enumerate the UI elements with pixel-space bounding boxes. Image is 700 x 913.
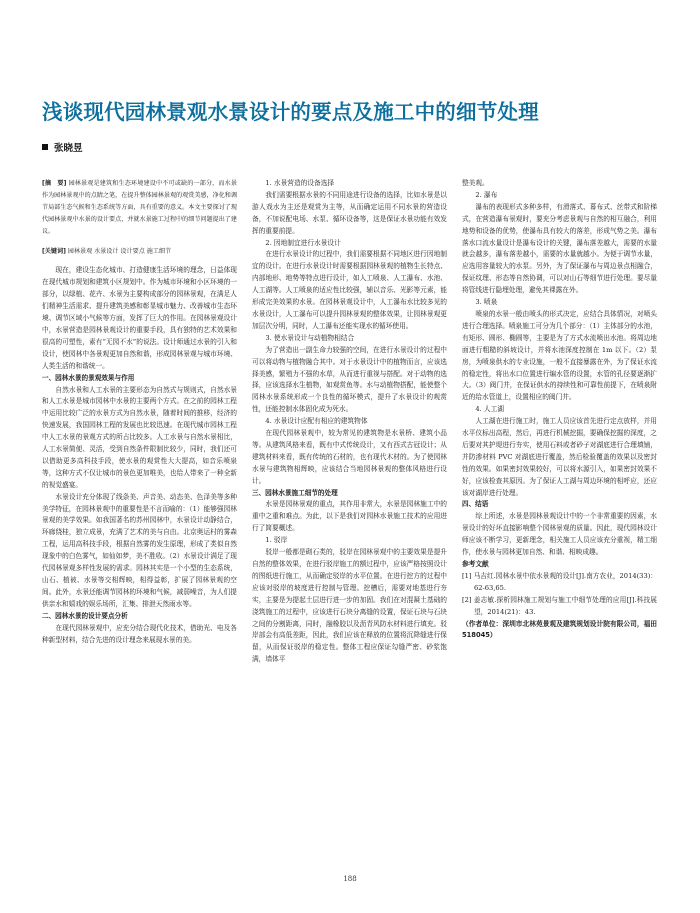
paragraph: 水景设计充分体现了线条美、声音美、动态美、色泽美等多种美学特征，在园林景观中的重要性是不言而喻的：（1）能够强园林景观的美学效果。如我国著名的苏州园林中，水景设计动静结合，环廊绕桂，独立成景，充满了艺术的美与自由。北京奥运村的雾森工程，运用高科技手段，根据自然雾的发生原理，形成了类似自然现象中的白色雾气，如仙如梦，美不胜收。（2）水景设计满足了现代园林景观多样性发展的需求。园林其实是一个小型的生态系统，山石、植被、水景等交相辉映，相得益彰，扩展了园林景观的空间。此外，水景还能调节园林的环境和气候，减弱噪音，为人们提供亲水和嬉戏的娱乐场所，汇集、排泄天然雨水等。: [42, 492, 237, 608]
paragraph: 我们需要根据水景的不同用途进行设备的选择，比如水景是以游人戏水为主还是观赏为主等，从而确定运用不同水景的营造设备，不加说配电场、水泵、循环设备等，这是保证水景功能有效发挥的重要前提。: [252, 190, 447, 235]
column-left: [42, 178, 237, 646]
paragraph: 人工湖在进行施工时，施工人员应该首先进行定点放样，并用水平仪标出高程，然后，再进行机械挖掘，要确保挖掘的深度，之后要对其护堤进行夯实，使用石料或者砂子对湖底进行合理填铺，并防渗材料 PVC 对湖底进行覆盖，然后检验覆盖的效果以及密封性的效果。如果密封效果较好，可以将水源引入，如果密封效果不好，应该检查其原因。为了保证人工湖与周边环境的相呼应，还应该对湖岸进行处理。: [462, 417, 657, 497]
page-number: 188: [343, 875, 357, 883]
author-line: [42, 140, 83, 154]
keywords-text: 园林景观 水景设计 设计要点 施工细节: [67, 247, 172, 255]
abstract-text: 园林景观是建筑和生态环境建设中不可或缺的一部分，而水景作为园林景观中的点睛之笔，在提升整体园林景观的观赏美感，净化和调节局部生态气候和生态系统等方面，具有重要的意义。本文主要探讨了现代园林景观中水景的设计要点，并就水景施工过程中的细节问题提出了建议。: [42, 180, 238, 235]
paragraph: 在进行水景设计的过程中，我们需要根据不同地区进行因地制宜的设计。在进行水景设计时需要根据园林景观的植物生长特点、内部地形、地势等特点进行设计，如人工喷泉、人工瀑布、水池、人工湖等。人工喷泉的适应性比较强，辅以音乐、光影等元素，能形成完美效果的水景。在园林景观设计中，人工瀑布水比较多见的水景设计，人工瀑布可以提升园林景观的整体效果，让园林景观更加层次分明，同时，人工瀑布还能实现水的循环使用。: [252, 250, 447, 330]
section-heading: 四、结语: [462, 500, 489, 509]
paragraph: 整美观。: [462, 179, 489, 187]
page-title: 浅谈现代园林景观水景设计的要点及施工中的细节处理: [42, 100, 539, 124]
subsection-heading: 3. 使水景设计与动植物相结合: [265, 333, 355, 342]
section-heading: 三、园林水景施工细节的处理: [252, 488, 338, 497]
paragraph: 在现代园林景观中，应充分结合现代化技术，借助光、电及各种新型材料，结合先进的设计理念来展现水景的美。: [42, 623, 237, 644]
section-heading: 二、园林水景的设计要点分析: [42, 611, 128, 620]
subsection-heading: 1. 水景营造的设备选择: [265, 179, 335, 187]
paragraph: 瀑布的表现形式多种多样，有滑落式、幕布式、丝带式和阶梯式，在营造瀑布景观时，要充分考虑景观与自然的相互融合，利用地势和设备的优势，使瀑布具有较大的落差，形成气势之美。瀑布落水口流水量设计是瀑布设计的关键，瀑布落差越大，需要的水量就会越多，瀑布落差越小，需要的水量就越小。为便于调节水量，应选用容量较大的水泵。另外，为了保证瀑布与周边景点相融合，保证纹理、形态等自然协调，可以对山石等细节进行处理。要尽量将管线进行隐埋处理，避免其裸露在外。: [462, 202, 657, 295]
reference-item: [2] 姜志敏.探析园林施工规划与施工中细节处理的应用[J].科技展望，2014(21)：43.: [462, 595, 657, 616]
paragraph: 为了营造出一副生命力较强的空间，在进行水景设计的过程中可以将动物与植物融合其中。对于水景设计中的植物而言，应该选择美感，繁殖力不强的水草，从而进行重视与搭配。对于动物的选择，应该选择水生植物，如观赏鱼等。水与动植物搭配，能使整个园林水景系统形成一个良性的循环模式，提升了水景设计的观赏性，还能控制水体固化成为死水。: [252, 345, 447, 414]
subsection-heading: 2. 瀑布: [475, 190, 498, 199]
author-name: 张晓昱: [54, 143, 83, 154]
section-heading: 一、园林水景的景观效果与作用: [42, 373, 135, 382]
keywords-label: [关键词]: [42, 247, 66, 255]
subsection-heading: 4. 水景设计应配有相应的建筑物体: [265, 417, 368, 426]
author-affiliation: （作者单位：深圳市北林苑景观及建筑规划设计院有限公司，福田 518045）: [462, 619, 657, 640]
paragraph: 在现代园林景观中，较为常见的建筑物是水景桥、建筑小品等。从建筑风格来看，既有中式传统设计，又有西式古冠设计；从建筑材料来看，既有传统的石材的，也有现代木材的。为了使园林水景与建筑物相辉映，应该结合当地园林景观的整体风格进行设计。: [252, 429, 447, 485]
abstract: [42, 178, 237, 238]
square-bullet-icon: [42, 144, 48, 150]
keywords: [42, 246, 237, 258]
abstract-label: [摘 要]: [42, 180, 67, 187]
paragraph: 自然水景和人工水景的主要形态为自然式与规则式，自然水景和人工水景是城市园林中水景的主要两个方式。在之前的园林工程中运用比较广泛的水景方式为自然水景，随着时间的推移，经济的快速发展，我国园林工程的发展也比较迅速。在现代城市园林工程中人工水景的景观方式的所占比较多。人工水景与自然水景相比，人工水景简便、灵活，受到自然条件限制比较少，同时，我们还可以借助更多高科技手段，使水景的观赏性大大提高，如音乐喷泉等，这种方式不仅让城市的景色更加唯美，也给人带来了一种全新的视觉盛宴。: [42, 385, 237, 489]
paragraph: 现在，建设生态化城市、打造健康生活环境的理念，日益体现在现代城市规划和建筑小区规划中。作为城市环境和小区环境的一部分，以绿植、花卉、水景为主要构成部分的园林景观，在满足人们精神生活需求、提升建筑美感和彰显城市魅力、改善城市生态环境、调节区域小气候等方面，发挥了巨大的作用。在园林景观设计中，水景营造是园林景观设计的重要手段，具有独特的艺术效果和很高的可塑性，素有“无园不水”的说法。设计师通过水景的引入和设计，使园林中各景观更加自然和谐，形成园林景观与城市环境、人类生活的和谐统一。: [42, 266, 237, 370]
column-middle: [252, 178, 447, 666]
subsection-heading: 1. 驳岸: [265, 536, 288, 545]
reference-item: [1] 马吉红.园林水景中依水景观的设计[J].南方农业，2014(33)：62-63,65.: [462, 571, 657, 592]
column-right: [462, 178, 657, 642]
subsection-heading: 4. 人工湖: [475, 405, 504, 414]
references-heading: 参考文献: [462, 560, 489, 568]
subsection-heading: 3. 喷泉: [475, 298, 498, 307]
paragraph: 喷泉的水景一般由喷头的形式决定，应结合具体情况，对喷头进行合理选择。喷泉施工可分为几个部分：（1）主体部分的水池，有矩形、圆形、椭圆等，主要是为了方式水流喷出水池。将周边地面进行粗糙的斜坡设计，并将水池深度控制在 1m 以下。（2）泵房，为喷泉供水的专业设施，一般不直接暴露在外，为了保证水流的稳定性，将出水口位置进行编水管的设置，水管的孔径要逐渐扩大。（3）阀门井，在保证供水的持续性和可靠性前提下，在喷泉附近的给水管道上，设置相应的阀门井。: [462, 309, 657, 402]
subsection-heading: 2. 因地制宜进行水景设计: [265, 238, 341, 247]
paragraph: 驳岸一般都是砌石类的，驳岸在园林景观中的主要效果是提升自然的整体效果，在进行驳岸施工的额过程中，应该严格按照设计的图纸进行施工，从而确定驳岸的水平位置。在进行挖方的过程中应该对驳岸的坡度进行控制与管理。挖槽后，需要对地基进行夯实，主要是为提起土层进行进一步的加固。我们在对混凝土基础的浇筑施工的过程中，应该进行石块分离缝的设置，保证石块与石块之间的分割距离，同时，融橡胶以及沥青风防水材料进行填充。驳岸部会有高低差距，因此，我们应该在释放的位置将沉降缝进行保留，从而保证驳岸的稳定性。整体工程应保证勾缝严密、砂浆饱满，墙体平: [252, 548, 447, 664]
paragraph: 综上所述，水景是园林景观设计中的一个非常重要的因素，水景设计的好坏直接影响整个园林景观的质量。因此，现代园林设计师应该不断学习，更新理念，相关施工人员应该充分重视，精工细作，使水景与园林更加自然、和谐、相映成趣。: [462, 512, 657, 557]
paragraph: 水景是园林景观的重点，其作用非常大，水景是园林施工中的重中之重和难点。为此，以下是我们对园林水景施工技术的应用进行了简要概述。: [252, 500, 447, 533]
